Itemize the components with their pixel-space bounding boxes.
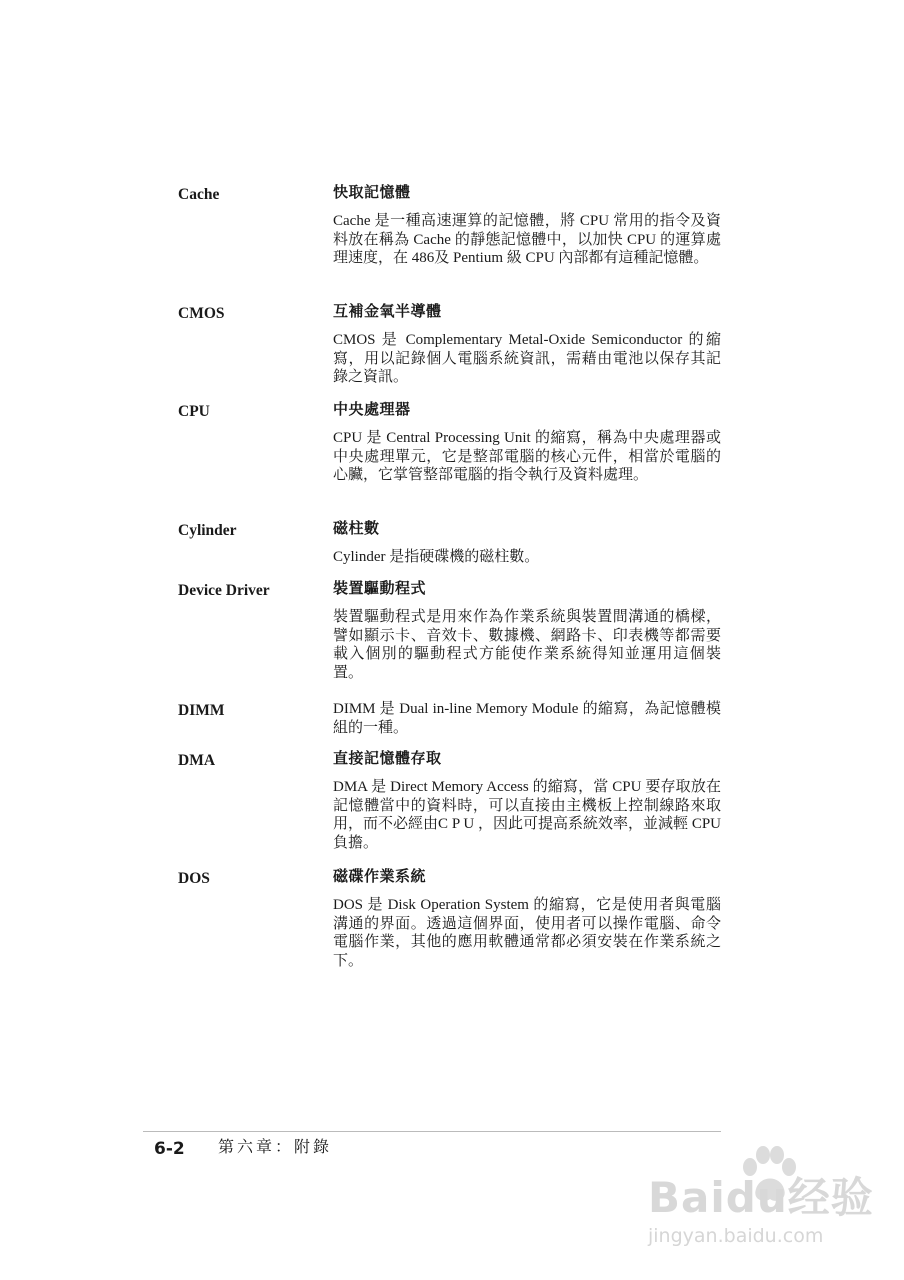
glossary-entry-cpu <box>178 399 723 518</box>
term-label: DOS <box>178 870 210 887</box>
page-number: 6-2 <box>154 1139 185 1159</box>
term-label: Cache <box>178 186 220 203</box>
entry-content <box>333 301 721 387</box>
entry-description: DOS 是 Disk Operation System 的縮寫，它是使用者與電腦溝通的界面。透過這個界面，使用者可以操作電腦、命令電腦作業，其他的應用軟體通常都必須安裝在作業系統之下。 <box>333 897 721 969</box>
term-label: DMA <box>178 752 216 769</box>
entry-description: Cylinder 是指硬碟機的磁柱數。 <box>333 549 540 565</box>
chinese-title: 直接記憶體存取 <box>333 749 442 767</box>
entry-content <box>333 578 721 682</box>
entry-description: 裝置驅動程式是用來作為作業系統與裝置間溝通的橋樑，譬如顯示卡、音效卡、數據機、網路卡、印表機等都需要載入個別的驅動程式方能使作業系統得知並運用這個裝置。 <box>333 609 721 681</box>
chinese-title: 快取記憶體 <box>333 183 411 201</box>
entry-content <box>333 518 721 567</box>
entry-content <box>333 698 721 737</box>
entry-description: Cache 是一種高速運算的記憶體，將 CPU 常用的指令及資料放在稱為 Cache 的靜態記憶體中，以加快 CPU 的運算處理速度，在 486及 Pentium 級 CPU 內部都有這種記憶體。 <box>333 213 721 266</box>
entry-content <box>333 182 721 268</box>
watermark-url: jingyan.baidu.com <box>648 1225 824 1247</box>
term-label: CPU <box>178 403 210 420</box>
footer-rule <box>143 1131 721 1132</box>
chinese-title: 裝置驅動程式 <box>333 579 427 597</box>
watermark-logo: Baidu经验 <box>648 1173 874 1222</box>
entry-description: DIMM 是 Dual in-line Memory Module 的縮寫，為記憶體模組的一種。 <box>333 701 721 736</box>
chapter-label: 第六章：附錄 <box>218 1137 333 1156</box>
chinese-title: 互補金氧半導體 <box>333 302 442 320</box>
entry-content <box>333 748 721 852</box>
term-label: Cylinder <box>178 522 237 539</box>
chinese-title: 中央處理器 <box>333 400 411 418</box>
entry-content <box>333 399 721 485</box>
glossary-entry-dos <box>178 866 723 976</box>
entry-description: CMOS 是 Complementary Metal-Oxide Semiconductor 的縮寫，用以記錄個人電腦系統資訊，需藉由電池以保存其記錄之資訊。 <box>333 332 721 385</box>
baidu-watermark <box>648 1145 898 1255</box>
term-label: CMOS <box>178 305 225 322</box>
entry-description: DMA 是 Direct Memory Access 的縮寫，當 CPU 要存取放在記憶體當中的資料時，可以直接由主機板上控制線路來取用，而不必經由C P U ，因此可提高系統效率，並減輕 CPU 負擔。 <box>333 779 721 851</box>
glossary-entry-cylinder <box>178 518 723 578</box>
chinese-title: 磁碟作業系統 <box>333 867 427 885</box>
term-label: DIMM <box>178 702 225 719</box>
glossary-entry-cache <box>178 182 723 301</box>
glossary <box>178 182 723 976</box>
glossary-entry-dma <box>178 748 723 866</box>
chinese-title: 磁柱數 <box>333 519 380 537</box>
glossary-entry-dimm <box>178 698 723 748</box>
glossary-entry-cmos <box>178 301 723 399</box>
entry-content <box>333 866 721 970</box>
entry-description: CPU 是 Central Processing Unit 的縮寫，稱為中央處理器或中央處理單元，它是整部電腦的核心元件，相當於電腦的心臟，它掌管整部電腦的指令執行及資料處理。 <box>333 430 721 483</box>
term-label: Device Driver <box>178 582 270 599</box>
glossary-entry-device-driver <box>178 578 723 698</box>
